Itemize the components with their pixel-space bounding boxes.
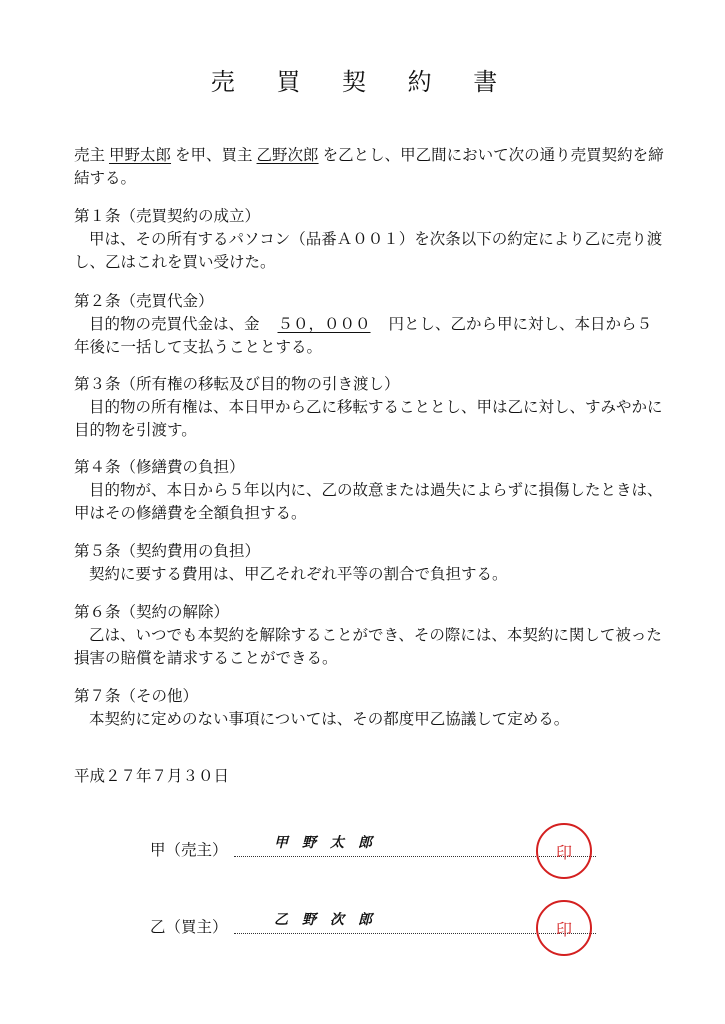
article-heading: 第３条（所有権の移転及び目的物の引き渡し） xyxy=(74,375,400,393)
article-body: 目的物が、本日から５年以内に、乙の故意または過失によらずに損傷したときは、甲はその修繕費を全額負担する。 xyxy=(74,481,663,522)
article-1 xyxy=(74,205,664,274)
signature-label: 乙（買主） xyxy=(150,918,228,936)
intro-text-1: 売主 xyxy=(74,146,106,164)
article-heading: 第５条（契約費用の負担） xyxy=(74,542,261,560)
purchase-amount: ５０，０００ xyxy=(277,315,371,333)
seal-stamp-icon: 印 xyxy=(536,823,592,879)
signature-buyer xyxy=(150,895,572,955)
article-heading: 第４条（修繕費の負担） xyxy=(74,458,245,476)
seal-stamp-icon: 印 xyxy=(536,900,592,956)
article-heading: 第７条（その他） xyxy=(74,687,199,705)
article-body: 甲は、その所有するパソコン（品番Ａ００１）を次条以下の約定により乙に売り渡し、乙はこれを買い受けた。 xyxy=(74,230,663,271)
article-body-post: 円とし、乙から甲に対し、本日から５年後に一括して支払うこととする。 xyxy=(74,315,653,356)
article-body: 乙は、いつでも本契約を解除することができ、その際には、本契約に関して被った損害の賠償を請求することができる。 xyxy=(74,626,662,667)
article-body-pre: 目的物の売買代金は、金 xyxy=(89,315,260,333)
signature-label: 甲（売主） xyxy=(150,841,228,859)
article-2 xyxy=(74,290,664,359)
document-title: 売 買 契 約 書 xyxy=(210,68,515,96)
intro-text-3: を乙とし、甲乙間において次の通り売買契約を締結する。 xyxy=(74,146,664,187)
article-3 xyxy=(74,373,664,442)
intro-text-2: を甲、買主 xyxy=(175,146,253,164)
article-7 xyxy=(74,685,664,731)
article-body xyxy=(74,313,664,359)
signature-seller xyxy=(150,818,572,878)
intro-paragraph xyxy=(74,144,664,190)
signature-name: 乙野次郎 xyxy=(274,912,386,928)
article-body: 本契約に定めのない事項については、その都度甲乙協議して定める。 xyxy=(89,710,570,728)
article-4 xyxy=(74,456,664,525)
article-heading: 第６条（契約の解除） xyxy=(74,603,230,621)
signature-name: 甲野太郎 xyxy=(274,835,386,851)
signature-line xyxy=(234,905,596,939)
signature-line xyxy=(234,828,596,862)
article-5 xyxy=(74,540,664,586)
seller-name: 甲野太郎 xyxy=(109,146,172,164)
article-body: 目的物の所有権は、本日甲から乙に移転することとし、甲は乙に対し、すみやかに目的物を引渡す。 xyxy=(74,398,663,439)
buyer-name: 乙野次郎 xyxy=(256,146,319,164)
contract-date: 平成２７年７月３０日 xyxy=(74,767,230,785)
article-6 xyxy=(74,601,664,670)
article-heading: 第１条（売買契約の成立） xyxy=(74,207,261,225)
article-heading: 第２条（売買代金） xyxy=(74,292,214,310)
article-body: 契約に要する費用は、甲乙それぞれ平等の割合で負担する。 xyxy=(89,565,508,583)
